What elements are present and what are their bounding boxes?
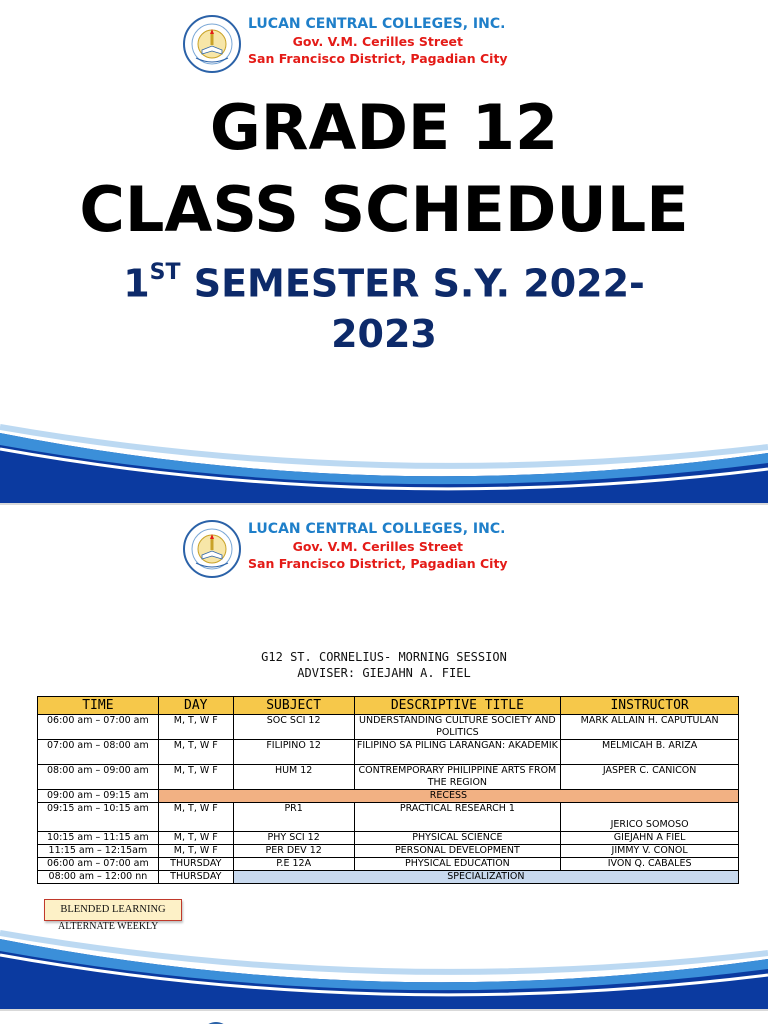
table-row-specialization: [38, 871, 739, 884]
table-row-recess: [38, 790, 739, 803]
cell-subject: PER DEV 12: [233, 845, 354, 858]
school-street: Gov. V.M. Cerilles Street: [292, 539, 464, 554]
cell-subject: PR1: [233, 803, 354, 832]
cell-instructor: JERICO SOMOSO: [561, 803, 739, 832]
table-row: [38, 832, 739, 845]
cell-day: M, T, W F: [158, 845, 233, 858]
blended-learning-banner: BLENDED LEARNING: [44, 899, 182, 921]
schedule-heading: [0, 649, 768, 681]
column-header-day: DAY: [158, 697, 233, 715]
cover-slide: [0, 0, 768, 503]
cell-instructor: JASPER C. CANICON: [561, 765, 739, 790]
cell-time: 06:00 am – 07:00 am: [38, 858, 159, 871]
semester-title: [0, 252, 768, 359]
table-row: [38, 740, 739, 765]
cell-subject: SOC SCI 12: [233, 715, 354, 740]
semester-text: SEMESTER S.Y. 2022-: [180, 261, 645, 306]
cell-instructor: IVON Q. CABALES: [561, 858, 739, 871]
column-header-instructor: INSTRUCTOR: [561, 697, 739, 715]
alternate-weekly-note: ALTERNATE WEEKLY: [58, 921, 159, 932]
cell-day: M, T, W F: [158, 803, 233, 832]
cell-time: 06:00 am – 07:00 am: [38, 715, 159, 740]
cell-day: THURSDAY: [158, 858, 233, 871]
school-seal-icon: [182, 14, 242, 74]
cell-title: UNDERSTANDING CULTURE SOCIETY AND POLITICS: [354, 715, 561, 740]
cell-title: PHYSICAL SCIENCE: [354, 832, 561, 845]
table-row: [38, 858, 739, 871]
cell-day: M, T, W F: [158, 715, 233, 740]
title-class-schedule: CLASS SCHEDULE: [79, 173, 689, 246]
cell-time: 10:15 am – 11:15 am: [38, 832, 159, 845]
cell-title: PERSONAL DEVELOPMENT: [354, 845, 561, 858]
school-header: [182, 519, 542, 583]
blue-wave-decoration: [0, 413, 768, 503]
table-row: [38, 803, 739, 832]
cell-instructor: MELMICAH B. ARIZA: [561, 740, 739, 765]
school-seal-icon: [196, 1017, 236, 1024]
cell-time: 08:00 am – 12:00 nn: [38, 871, 159, 884]
school-name: LUCAN CENTRAL COLLEGES, INC.: [248, 16, 506, 32]
cell-instructor: JIMMY V. CONOL: [561, 845, 739, 858]
schedule-table: [37, 696, 739, 884]
table-row: [38, 765, 739, 790]
cell-subject: HUM 12: [233, 765, 354, 790]
table-row: [38, 715, 739, 740]
school-name: LUCAN CENTRAL COLLEGES, INC.: [248, 521, 506, 537]
school-seal-icon: [182, 519, 242, 579]
section-name: G12 ST. CORNELIUS- MORNING SESSION: [261, 650, 507, 664]
cell-title: PRACTICAL RESEARCH 1: [354, 803, 561, 832]
specialization-cell: SPECIALIZATION: [233, 871, 738, 884]
title-grade: GRADE 12: [209, 91, 559, 164]
column-header-title: DESCRIPTIVE TITLE: [354, 697, 561, 715]
cell-time: 09:00 am – 09:15 am: [38, 790, 159, 803]
next-slide-partial: [0, 1011, 768, 1024]
semester-number: 1: [123, 261, 150, 306]
semester-year: 2023: [331, 311, 437, 356]
cell-day: M, T, W F: [158, 832, 233, 845]
school-header: [182, 14, 542, 78]
cell-title: PHYSICAL EDUCATION: [354, 858, 561, 871]
school-district: San Francisco District, Pagadian City: [248, 556, 508, 571]
column-header-time: TIME: [38, 697, 159, 715]
table-header-row: [38, 697, 739, 715]
table-row: [38, 845, 739, 858]
cell-time: 09:15 am – 10:15 am: [38, 803, 159, 832]
school-district: San Francisco District, Pagadian City: [248, 51, 508, 66]
cell-title: CONTREMPORARY PHILIPPINE ARTS FROM THE REGION: [354, 765, 561, 790]
cell-time: 08:00 am – 09:00 am: [38, 765, 159, 790]
cell-day: THURSDAY: [158, 871, 233, 884]
cell-subject: FILIPINO 12: [233, 740, 354, 765]
recess-cell: RECESS: [158, 790, 738, 803]
cell-subject: PHY SCI 12: [233, 832, 354, 845]
cell-title: FILIPINO SA PILING LARANGAN: AKADEMIK: [354, 740, 561, 765]
cell-time: 11:15 am – 12:15am: [38, 845, 159, 858]
cell-day: M, T, W F: [158, 740, 233, 765]
column-header-subject: SUBJECT: [233, 697, 354, 715]
semester-superscript: ST: [149, 260, 181, 285]
cell-instructor: GIEJAHN A FIEL: [561, 832, 739, 845]
school-street: Gov. V.M. Cerilles Street: [292, 34, 464, 49]
schedule-slide: [0, 505, 768, 1009]
cell-day: M, T, W F: [158, 765, 233, 790]
blue-wave-decoration: [0, 919, 768, 1009]
adviser-name: ADVISER: GIEJAHN A. FIEL: [297, 666, 471, 680]
cell-subject: P.E 12A: [233, 858, 354, 871]
cell-time: 07:00 am – 08:00 am: [38, 740, 159, 765]
cell-instructor: MARK ALLAIN H. CAPUTULAN: [561, 715, 739, 740]
